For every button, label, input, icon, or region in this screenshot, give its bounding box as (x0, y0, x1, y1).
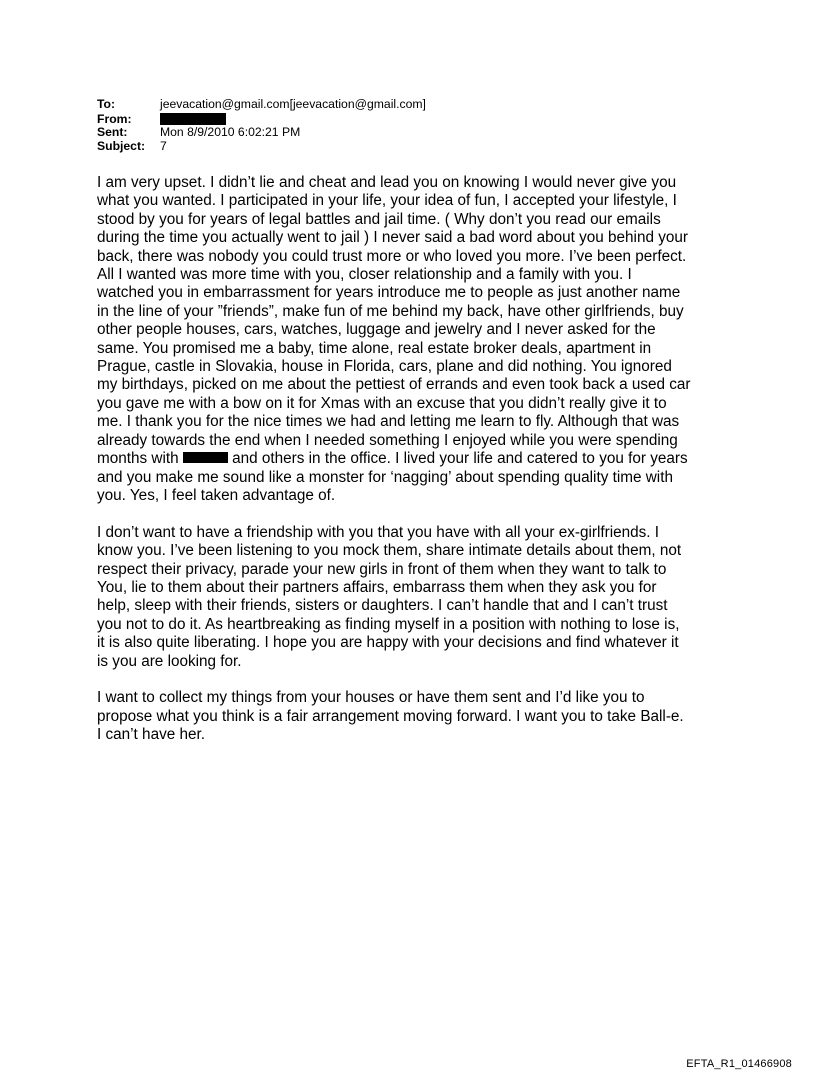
sent-row (97, 125, 737, 139)
body-line: you not to do it. As heartbreaking as finding myself in a position with nothing to lose is, (97, 615, 680, 633)
body-line: is you are looking for. (97, 652, 242, 670)
body-line: you gave me with a bow on it for Xmas with an excuse that you didn’t really give it to (97, 394, 667, 412)
body-line: You, lie to them about their partners affairs, embarrass them when they ask you for (97, 578, 657, 596)
sent-value: Mon 8/9/2010 6:02:21 PM (160, 125, 301, 139)
body-line: I don’t want to have a friendship with you that you have with all your ex-girlfriends. I (97, 523, 660, 541)
paragraph-3 (97, 689, 737, 744)
body-line: back, there was nobody you could trust more or who loved you more. I’ve been perfect. (97, 247, 687, 265)
subject-row (97, 139, 737, 153)
body-line: during the time you actually went to jail ) I never said a bad word about you behind your (97, 229, 688, 247)
line-text-before-redaction: months with (97, 450, 179, 468)
body-line: same. You promised me a baby, time alone, real estate broker deals, apartment in (97, 339, 652, 357)
body-line: respect their privacy, parade your new girls in front of them when they want to talk to (97, 560, 667, 578)
body-line: know you. I’ve been listening to you mock them, share intimate details about them, not (97, 542, 682, 560)
body-line: I want to collect my things from your houses or have them sent and I’d like you to (97, 689, 645, 707)
redaction-block (160, 113, 226, 125)
subject-value: 7 (160, 139, 167, 153)
redaction-block (183, 452, 228, 463)
to-row (97, 97, 737, 111)
body-line: what you wanted. I participated in your life, your idea of fun, I accepted your lifestyle, I (97, 192, 677, 210)
body-line: watched you in embarrassment for years introduce me to people as just another name (97, 284, 681, 302)
to-label: To: (97, 97, 116, 111)
subject-label: Subject: (97, 139, 146, 153)
sent-label: Sent: (97, 125, 128, 139)
body-line: and you make me sound like a monster for ‘nagging’ about spending quality time with (97, 468, 673, 486)
body-line: I can’t have her. (97, 726, 205, 744)
body-line: I am very upset. I didn’t lie and cheat and lead you on knowing I would never give you (97, 174, 677, 191)
body-line: in the line of your ”friends”, make fun of me behind my back, have other girlfriends, buy (97, 302, 684, 320)
body-line: other people houses, cars, watches, luggage and jewelry and I never asked for the (97, 321, 656, 339)
body-line: All I wanted was more time with you, closer relationship and a family with you. I (97, 266, 632, 284)
body-line: me. I thank you for the nice times we had and letting me learn to fly. Although that was (97, 413, 680, 431)
body-line: it is also quite liberating. I hope you are happy with your decisions and find whatever it (97, 634, 679, 652)
to-value: jeevacation@gmail.com[jeevacation@gmail.com] (160, 97, 426, 111)
paragraph-1 (97, 174, 737, 505)
paragraph-2 (97, 524, 737, 671)
body-line: you. Yes, I feel taken advantage of. (97, 486, 336, 504)
body-line: help, sleep with their friends, sisters or daughters. I can’t handle that and I can’t trust (97, 597, 668, 615)
body-line: propose what you think is a fair arrangement moving forward. I want you to take Ball-e. (97, 707, 684, 725)
body-line: stood by you for years of legal battles and jail time. ( Why don’t you read our emails (97, 210, 661, 228)
body-line: Prague, castle in Slovakia, house in Florida, cars, plane and did nothing. You ignored (97, 358, 672, 376)
from-row (97, 111, 737, 125)
from-label: From: (97, 112, 132, 126)
body-line-with-redaction (97, 450, 737, 468)
email-header (97, 97, 737, 153)
body-line: my birthdays, picked on me about the pettiest of errands and even took back a used car (97, 376, 691, 394)
document-id-footer: EFTA_R1_01466908 (686, 1058, 792, 1070)
body-line: already towards the end when I needed something I enjoyed while you were spending (97, 431, 678, 449)
from-value (160, 111, 226, 126)
email-body (97, 174, 737, 763)
line-text-after-redaction: and others in the office. I lived your life and catered to you for years (232, 450, 688, 468)
